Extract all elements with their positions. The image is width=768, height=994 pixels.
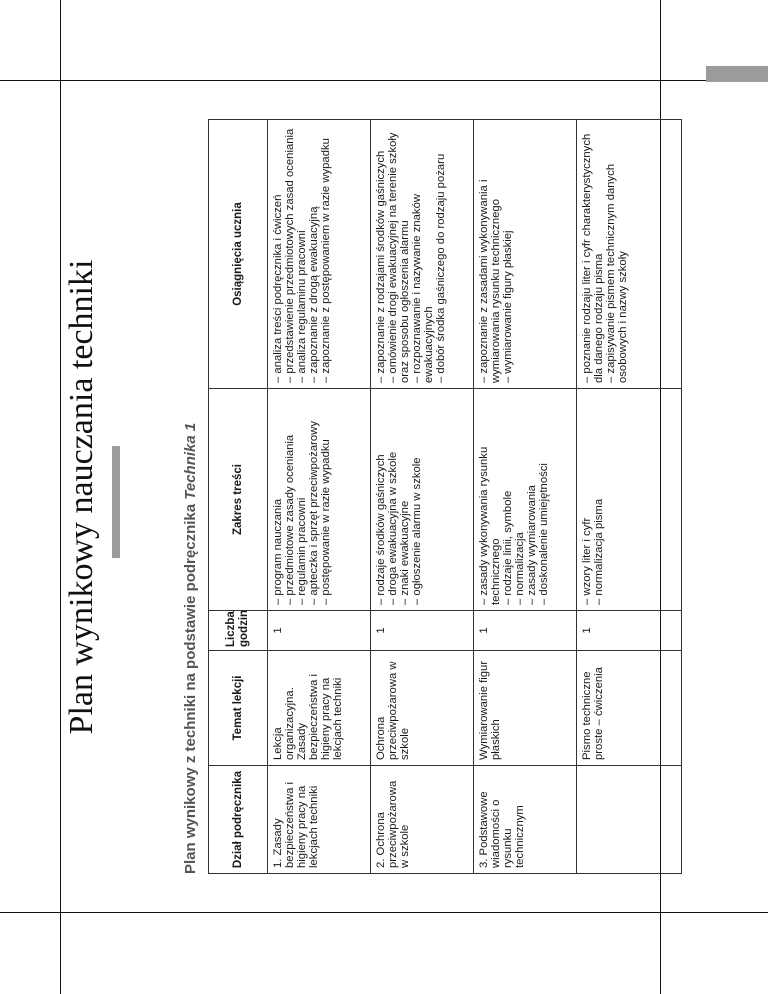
cell-outcomes: [577, 120, 682, 389]
cell-outcomes: [371, 120, 474, 389]
table-header-row: [209, 120, 268, 874]
scope-item: – znaki ewakuacyjne: [399, 500, 411, 605]
scope-item: – regulamin pracowni: [296, 497, 308, 605]
outcome-item: – analiza treści podręcznika i ćwiczeń: [272, 194, 284, 383]
scope-item: – ogłoszenie alarmu w szkole: [411, 457, 423, 605]
outcome-item: – zapoznanie z postępowaniem w razie wypadku: [320, 138, 332, 383]
cell-section: [577, 766, 682, 874]
scope-item: – zasady wymiarowania: [526, 485, 538, 605]
page-title: Plan wynikowy nauczania techniki: [63, 259, 100, 735]
table-row: [577, 120, 682, 874]
outcome-item: – zapoznanie z rodzajami środków gaśniczych: [375, 150, 387, 383]
plan-table: [208, 119, 682, 874]
cell-scope: [371, 389, 474, 611]
subtitle-prefix: Plan wynikowy z techniki na podstawie podręcznika: [182, 503, 199, 874]
outcome-item: – zapoznanie z drogą ewakuacyjną: [308, 206, 320, 383]
cell-topic: Lekcja organizacyjna. Zasady bezpieczeństwa i higieny pracy na lekcjach techniki: [268, 651, 371, 766]
cell-section: 3. Podstawowe wiadomości o rysunku technicznym: [474, 766, 577, 874]
scope-item: – postępowanie w razie wypadku: [320, 439, 332, 605]
cell-hours: 1: [474, 611, 577, 651]
table-row: [371, 120, 474, 874]
header-outcomes: Osiągnięcia ucznia: [209, 120, 268, 389]
outcome-item: – rozpoznawanie i nazywanie znaków ewakuacyjnych: [411, 193, 435, 383]
scope-item: – zasady wykonywania rysunku technicznego: [478, 446, 502, 605]
outcome-item: – analiza regulaminu pracowni: [296, 230, 308, 383]
table-row: [268, 120, 371, 874]
outcome-item: – dobór środka gaśniczego do rodzaju pożaru: [435, 153, 447, 383]
outcome-item: – zapoznanie z zasadami wykonywania i wymiarowania rysunku technicznego: [478, 179, 502, 383]
scope-item: – rodzaje linii, symbole: [502, 490, 514, 605]
subtitle-book: Technika 1: [182, 422, 199, 500]
cell-scope: [474, 389, 577, 611]
table-row: [474, 120, 577, 874]
outcome-item: – zapisywanie pismem technicznym danych osobowych i nazwy szkoły: [605, 163, 629, 383]
page-subtitle: [182, 423, 199, 874]
header-topic: Temat lekcji: [209, 651, 268, 766]
header-section: Dział podręcznika: [209, 766, 268, 874]
scope-item: – wzory liter i cyfr: [581, 517, 593, 605]
cell-scope: [268, 389, 371, 611]
scope-item: – normalizacja pisma: [593, 498, 605, 605]
cell-topic: Wymiarowanie figur płaskich: [474, 651, 577, 766]
scope-item: – apteczka i sprzęt przeciwpożarowy: [308, 421, 320, 605]
cell-topic: Ochrona przeciwpożarowa w szkole: [371, 651, 474, 766]
outcome-item: – wymiarowanie figury płaskiej: [502, 230, 514, 383]
outcome-item: – poznanie rodzaju liter i cyfr charakterystycznych dla danego rodzaju pisma: [581, 133, 605, 383]
scope-item: – doskonalenie umiejętności: [538, 463, 550, 605]
cell-hours: 1: [268, 611, 371, 651]
cell-hours: 1: [371, 611, 474, 651]
cell-outcomes: [268, 120, 371, 389]
cell-outcomes: [474, 120, 577, 389]
header-scope: Zakres treści: [209, 389, 268, 611]
outcome-item: – przedstawienie przedmiotowych zasad oceniania: [284, 128, 296, 383]
scope-item: – normalizacja: [514, 532, 526, 605]
scope-item: – rodzaje środków gaśniczych: [375, 454, 387, 605]
scope-item: – przedmiotowe zasady oceniania: [284, 434, 296, 605]
cell-section: 1. Zasady bezpieczeństwa i higieny pracy na lekcjach techniki: [268, 766, 371, 874]
scope-item: – droga ewakuacyjna w szkole: [387, 451, 399, 605]
scope-item: – program nauczania: [272, 498, 284, 605]
cell-hours: 1: [577, 611, 682, 651]
outcome-item: – omówienie drogi ewakuacyjnej na terenie szkoły oraz sposobu ogłoszenia alarmu: [387, 132, 411, 383]
cell-scope: [577, 389, 682, 611]
cell-section: 2. Ochrona przeciwpożarowa w szkole: [371, 766, 474, 874]
cell-topic: Pismo techniczne proste – ćwiczenia: [577, 651, 682, 766]
header-hours: Liczba godzin: [209, 611, 268, 651]
